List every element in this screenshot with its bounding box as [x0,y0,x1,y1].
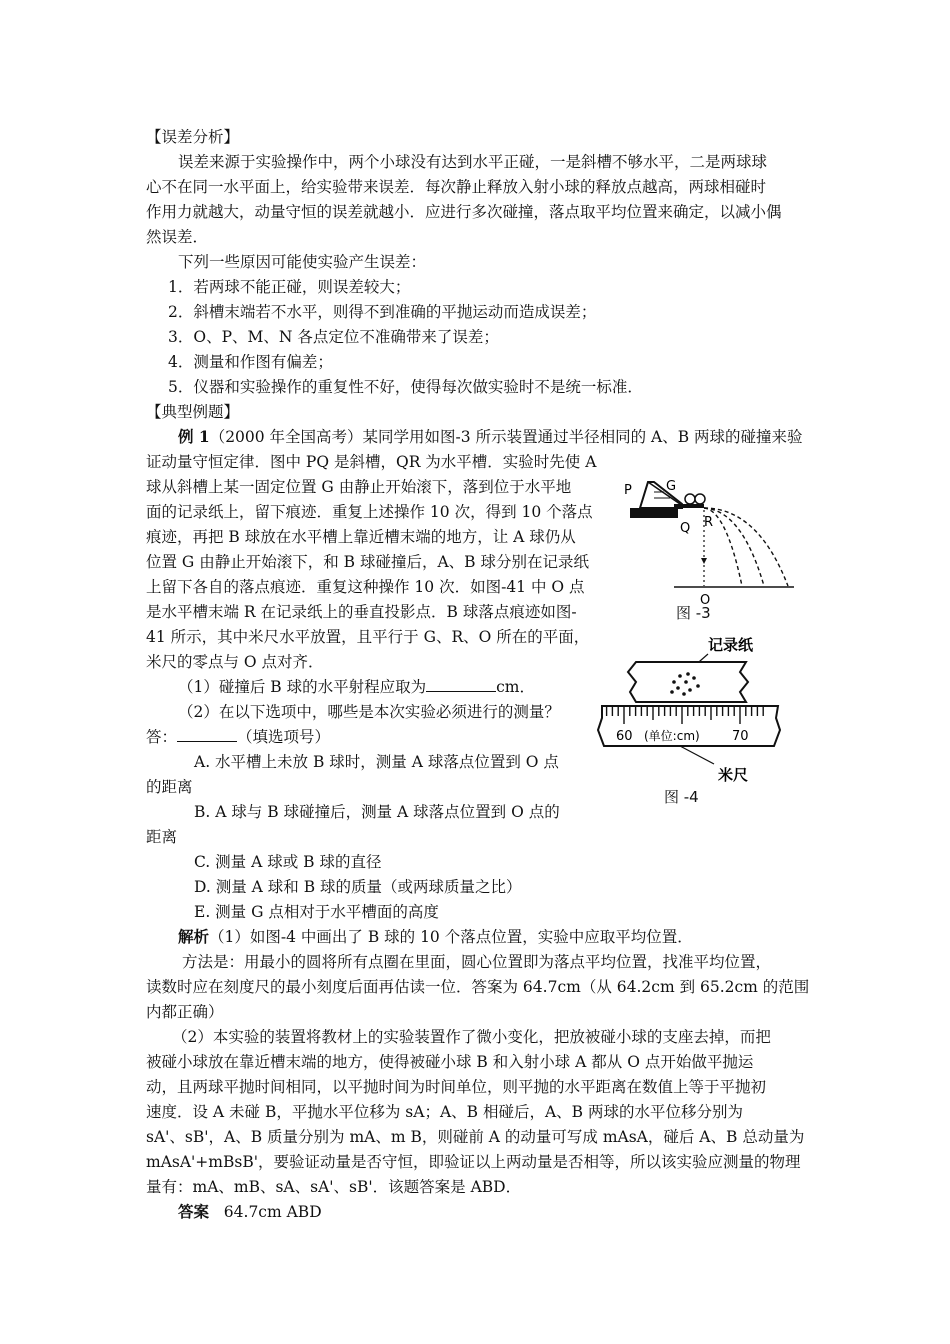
answer-final-label: 答案 [178,1202,210,1221]
paragraph-line: 米尺的零点与 O 点对齐． [146,653,324,671]
solution-line: 读数时应在刻度尺的最小刻度后面再估读一位．答案为 64.7cm（从 64.2cm 到 65.2cm 的范围 [146,978,810,996]
solution-line: 量有：mA、mB、sA、sA'、sB'．该题答案是 ABD． [146,1178,522,1196]
paragraph-line: 证动量守恒定律．图中 PQ 是斜槽，QR 为水平槽．实验时先使 A [146,453,597,471]
paragraph-line: 误差来源于实验操作中，两个小球没有达到水平正碰，一是斜槽不够水平，二是两球球 [178,153,768,171]
tick-60: 60 [616,729,633,744]
option-e: E. 测量 G 点相对于水平槽面的高度 [194,903,439,921]
unit-label: (单位:cm) [644,729,700,743]
solution-line: 被碰小球放在靠近槽末端的地方，使得被碰小球 B 和入射小球 A 都从 O 点开始做平抛运 [146,1053,754,1071]
question-1-text: （1）碰撞后 B 球的水平射程应取为 [178,678,427,696]
figure-4-caption: 图 -4 [664,788,699,806]
tick-70: 70 [732,729,749,744]
list-item: 4．测量和作图有偏差； [168,353,333,371]
heading-error-analysis: 【误差分析】 [146,128,240,146]
ball-b [695,494,705,504]
option-b-cont: 距离 [146,828,178,846]
figure-4-diagram [590,630,790,790]
option-d: D. 测量 A 球和 B 球的质量（或两球质量之比） [194,878,522,896]
label-o: O [700,593,711,608]
example-first-line [178,426,803,448]
figure-3-diagram [618,470,798,620]
question-1-unit: cm． [496,678,535,696]
ball-a [685,494,695,504]
option-a: A. 水平槽上未放 B 球时，测量 A 球落点位置到 O 点 [194,753,559,771]
label-record-paper: 记录纸 [708,636,754,654]
question-1 [178,676,535,698]
label-q: Q [680,521,691,536]
solution-line: sA'、sB'，A、B 质量分别为 mA、m B，则碰前 A 的动量可写成 mAsA，碰后 A、B 总动量为 [146,1128,805,1146]
answer-blank[interactable] [426,677,496,692]
paragraph-line: 是水平槽末端 R 在记录纸上的垂直投影点．B 球落点痕迹如图- [146,603,577,621]
question-2: （2）在以下选项中，哪些是本次实验必须进行的测量？ [178,703,560,721]
paragraph-line: 作用力就越大，动量守恒的误差就越小．应进行多次碰撞，落点取平均位置来确定，以减小偶 [146,203,782,221]
list-item: 1．若两球不能正碰，则误差较大； [168,278,411,296]
example-text: （2000 年全国高考）某同学用如图-3 所示装置通过半径相同的 A、B 两球的碰撞来验 [209,428,803,446]
paragraph-line: 球从斜槽上某一固定位置 G 由静止开始滚下，落到位于水平地 [146,478,572,496]
solution-line: mAsA'+mBsB'，要验证动量是否守恒，即验证以上两动量是否相等，所以该实验应测量的物理 [146,1153,801,1171]
label-p: P [624,483,632,498]
paragraph-line: 下列一些原因可能使实验产生误差： [178,253,427,271]
answer-prefix: 答： [146,728,178,746]
label-r: R [704,515,714,530]
solution-line: （2）本实验的装置将教材上的实验装置作了微小变化，把放被碰小球的支座去掉，而把 [172,1028,771,1046]
option-b: B. A 球与 B 球碰撞后，测量 A 球落点位置到 O 点的 [194,803,560,821]
answer-blank[interactable] [177,727,237,742]
solution-line: 方法是：用最小的圆将所有点圈在里面，圆心位置即为落点平均位置，找准平均位置， [182,953,772,971]
solution-line: 内都正确） [146,1003,224,1021]
solution-line: 动，且两球平抛时间相同，以平抛时间为时间单位，则平抛的水平距离在数值上等于平抛初 [146,1078,767,1096]
paragraph-line: 心不在同一水平面上，给实验带来误差．每次静止释放入射小球的释放点越高，两球相碰时 [146,178,767,196]
solution-line: 速度．设 A 未碰 B，平抛水平位移为 sA；A、B 相碰后，A、B 两球的水平位移分别为 [146,1103,743,1121]
paragraph-line: 面的记录纸上，留下痕迹．重复上述操作 10 次，得到 10 个落点 [146,503,593,521]
paragraph-line: 痕迹，再把 B 球放在水平槽上靠近槽末端的地方，让 A 球仍从 [146,528,576,546]
answer-final [178,1201,322,1223]
list-item: 2．斜槽末端若不水平，则得不到准确的平抛运动而造成误差； [168,303,597,321]
paragraph-line: 上留下各自的落点痕迹．重复这种操作 10 次．如图-41 中 O 点 [146,578,585,596]
list-item: 5．仪器和实验操作的重复性不好，使得每次做实验时不是统一标准． [168,378,643,396]
solution-label: 解析 [178,927,210,946]
list-item: 3．O、P、M、N 各点定位不准确带来了误差； [168,328,499,346]
figure-3-caption: 图 -3 [676,604,711,622]
heading-examples: 【典型例题】 [146,403,240,421]
paragraph-line: 位置 G 由静止开始滚下，和 B 球碰撞后，A、B 球分别在记录纸 [146,553,589,571]
record-paper [628,662,748,702]
example-label: 例 1 [178,427,210,446]
answer-suffix: （填选项号） [237,728,331,746]
label-ruler: 米尺 [718,766,749,784]
option-a-cont: 的距离 [146,778,193,796]
solution-text: （1）如图-4 中画出了 B 球的 10 个落点位置，实验中应取平均位置． [209,928,693,946]
solution-line [178,926,693,948]
trajectory-3 [704,508,788,586]
option-c: C. 测量 A 球或 B 球的直径 [194,853,382,871]
label-g: G [666,479,677,494]
answer-line [146,726,330,748]
paragraph-line: 然误差． [146,228,209,246]
apparatus-base [630,508,678,518]
paragraph-line: 41 所示，其中米尺水平放置，且平行于 G、R、O 所在的平面， [146,628,590,646]
answer-final-value: 64.7cm ABD [223,1203,322,1221]
